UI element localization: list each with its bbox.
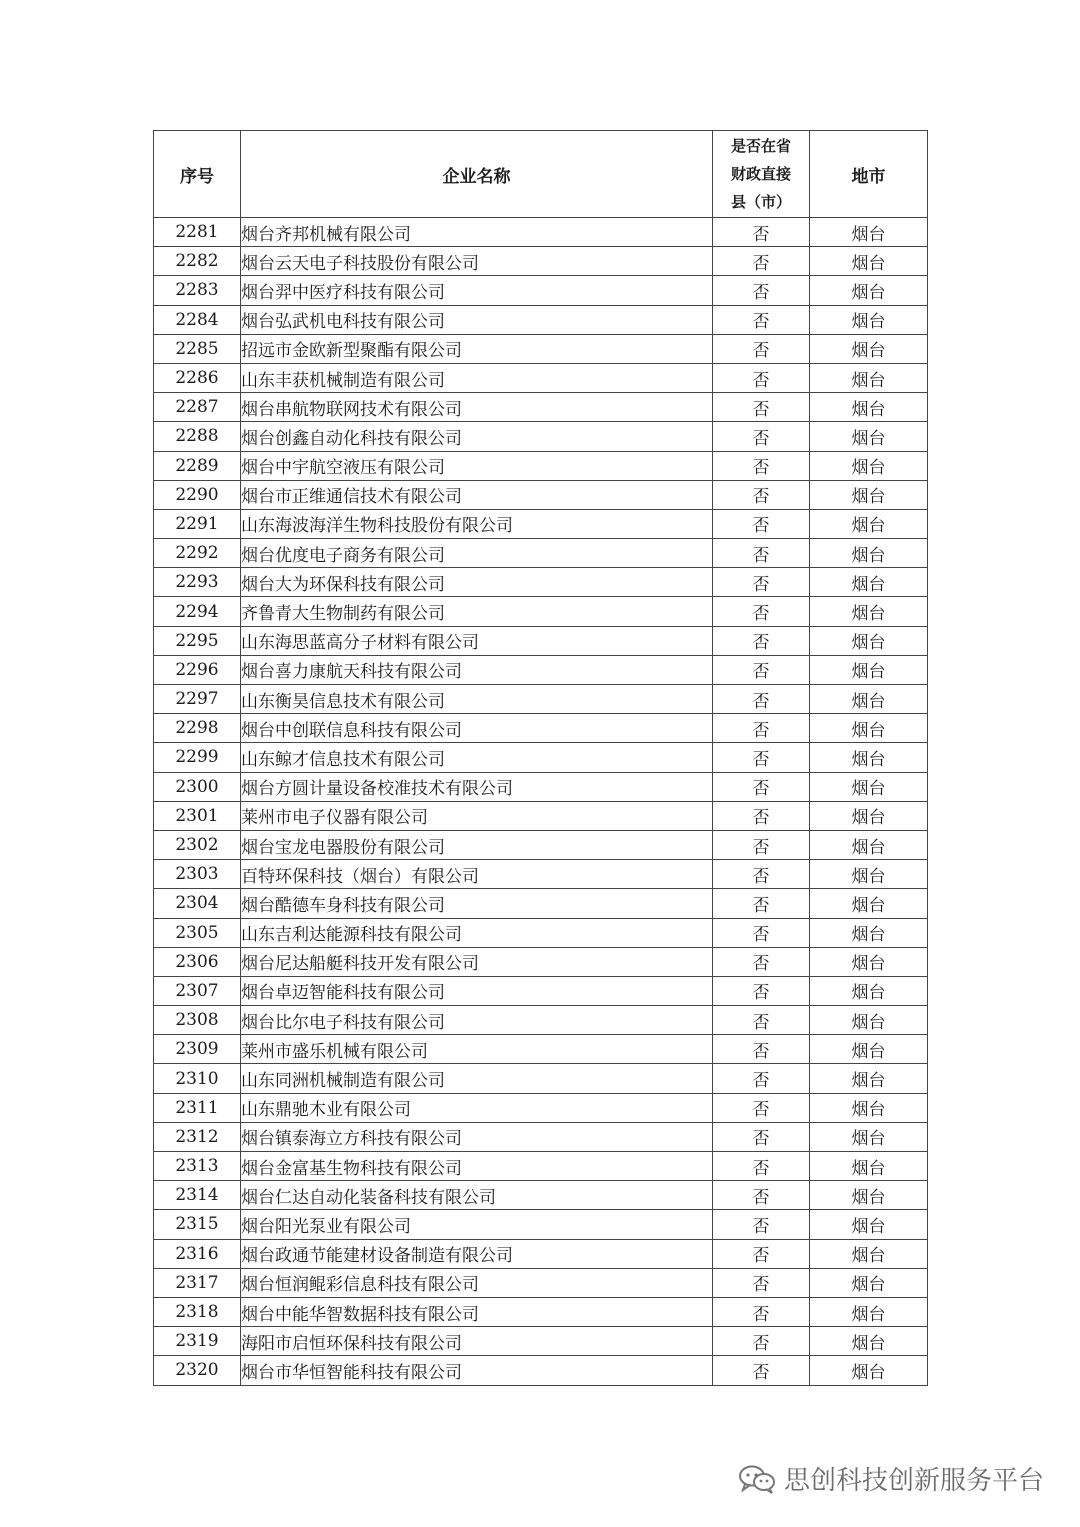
table-row bbox=[154, 1210, 928, 1239]
cell-enterprise-name: 烟台中创联信息科技有限公司 bbox=[241, 714, 713, 743]
cell-index: 2303 bbox=[154, 860, 241, 889]
cell-city: 烟台 bbox=[810, 1356, 928, 1385]
cell-direct-county-flag: 否 bbox=[713, 393, 810, 422]
cell-direct-county-flag: 否 bbox=[713, 1327, 810, 1356]
cell-enterprise-name: 烟台中能华智数据科技有限公司 bbox=[241, 1297, 713, 1326]
cell-enterprise-name: 烟台中宇航空液压有限公司 bbox=[241, 451, 713, 480]
cell-index: 2315 bbox=[154, 1210, 241, 1239]
watermark-text: 思创科技创新服务平台 bbox=[783, 1466, 1044, 1496]
cell-index: 2290 bbox=[154, 480, 241, 509]
cell-city: 烟台 bbox=[810, 655, 928, 684]
cell-city: 烟台 bbox=[810, 1181, 928, 1210]
cell-enterprise-name: 烟台卓迈智能科技有限公司 bbox=[241, 976, 713, 1005]
cell-direct-county-flag: 否 bbox=[713, 918, 810, 947]
cell-index: 2305 bbox=[154, 918, 241, 947]
table-row bbox=[154, 597, 928, 626]
cell-enterprise-name: 莱州市盛乐机械有限公司 bbox=[241, 1035, 713, 1064]
cell-index: 2292 bbox=[154, 539, 241, 568]
cell-direct-county-flag: 否 bbox=[713, 363, 810, 392]
table-row bbox=[154, 276, 928, 305]
cell-enterprise-name: 山东吉利达能源科技有限公司 bbox=[241, 918, 713, 947]
table-row bbox=[154, 509, 928, 538]
cell-direct-county-flag: 否 bbox=[713, 889, 810, 918]
cell-city: 烟台 bbox=[810, 568, 928, 597]
cell-index: 2299 bbox=[154, 743, 241, 772]
cell-index: 2317 bbox=[154, 1268, 241, 1297]
table-row bbox=[154, 1356, 928, 1385]
cell-index: 2313 bbox=[154, 1152, 241, 1181]
table-row bbox=[154, 918, 928, 947]
table-row bbox=[154, 685, 928, 714]
cell-city: 烟台 bbox=[810, 918, 928, 947]
cell-index: 2311 bbox=[154, 1093, 241, 1122]
cell-direct-county-flag: 否 bbox=[713, 1006, 810, 1035]
cell-direct-county-flag: 否 bbox=[713, 276, 810, 305]
table-row bbox=[154, 655, 928, 684]
table-row bbox=[154, 860, 928, 889]
enterprise-table bbox=[153, 130, 928, 1386]
table-row bbox=[154, 1297, 928, 1326]
cell-index: 2294 bbox=[154, 597, 241, 626]
cell-enterprise-name: 山东海思蓝高分子材料有限公司 bbox=[241, 626, 713, 655]
cell-direct-county-flag: 否 bbox=[713, 1210, 810, 1239]
cell-enterprise-name: 烟台恒润鲲彩信息科技有限公司 bbox=[241, 1268, 713, 1297]
cell-enterprise-name: 山东鼎驰木业有限公司 bbox=[241, 1093, 713, 1122]
cell-city: 烟台 bbox=[810, 480, 928, 509]
cell-enterprise-name: 烟台酷德车身科技有限公司 bbox=[241, 889, 713, 918]
table-row bbox=[154, 1006, 928, 1035]
cell-index: 2281 bbox=[154, 218, 241, 247]
cell-enterprise-name: 烟台仁达自动化装备科技有限公司 bbox=[241, 1181, 713, 1210]
cell-enterprise-name: 烟台金富基生物科技有限公司 bbox=[241, 1152, 713, 1181]
table-row bbox=[154, 1035, 928, 1064]
cell-index: 2312 bbox=[154, 1122, 241, 1151]
cell-direct-county-flag: 否 bbox=[713, 1181, 810, 1210]
cell-direct-county-flag: 否 bbox=[713, 218, 810, 247]
cell-direct-county-flag: 否 bbox=[713, 1035, 810, 1064]
cell-city: 烟台 bbox=[810, 889, 928, 918]
cell-direct-county-flag: 否 bbox=[713, 830, 810, 859]
cell-city: 烟台 bbox=[810, 334, 928, 363]
cell-direct-county-flag: 否 bbox=[713, 714, 810, 743]
cell-city: 烟台 bbox=[810, 1006, 928, 1035]
cell-enterprise-name: 烟台云天电子科技股份有限公司 bbox=[241, 247, 713, 276]
table-row bbox=[154, 1268, 928, 1297]
table-row bbox=[154, 976, 928, 1005]
cell-city: 烟台 bbox=[810, 830, 928, 859]
cell-city: 烟台 bbox=[810, 801, 928, 830]
cell-enterprise-name: 山东同洲机械制造有限公司 bbox=[241, 1064, 713, 1093]
cell-index: 2302 bbox=[154, 830, 241, 859]
cell-direct-county-flag: 否 bbox=[713, 1152, 810, 1181]
cell-direct-county-flag: 否 bbox=[713, 1297, 810, 1326]
cell-index: 2293 bbox=[154, 568, 241, 597]
cell-direct-county-flag: 否 bbox=[713, 509, 810, 538]
cell-direct-county-flag: 否 bbox=[713, 801, 810, 830]
cell-city: 烟台 bbox=[810, 714, 928, 743]
cell-index: 2308 bbox=[154, 1006, 241, 1035]
header-flag-text: 是否在省财政直接县（市） bbox=[730, 137, 791, 211]
cell-direct-county-flag: 否 bbox=[713, 334, 810, 363]
cell-enterprise-name: 招远市金欧新型聚酯有限公司 bbox=[241, 334, 713, 363]
cell-direct-county-flag: 否 bbox=[713, 976, 810, 1005]
cell-city: 烟台 bbox=[810, 860, 928, 889]
cell-city: 烟台 bbox=[810, 509, 928, 538]
table-row bbox=[154, 305, 928, 334]
cell-city: 烟台 bbox=[810, 1093, 928, 1122]
cell-direct-county-flag: 否 bbox=[713, 568, 810, 597]
table-row bbox=[154, 451, 928, 480]
cell-index: 2319 bbox=[154, 1327, 241, 1356]
cell-index: 2295 bbox=[154, 626, 241, 655]
cell-direct-county-flag: 否 bbox=[713, 626, 810, 655]
cell-enterprise-name: 烟台方圆计量设备校准技术有限公司 bbox=[241, 772, 713, 801]
cell-city: 烟台 bbox=[810, 1268, 928, 1297]
table-row bbox=[154, 801, 928, 830]
cell-enterprise-name: 烟台羿中医疗科技有限公司 bbox=[241, 276, 713, 305]
cell-index: 2320 bbox=[154, 1356, 241, 1385]
cell-index: 2284 bbox=[154, 305, 241, 334]
cell-direct-county-flag: 否 bbox=[713, 422, 810, 451]
cell-direct-county-flag: 否 bbox=[713, 655, 810, 684]
cell-direct-county-flag: 否 bbox=[713, 772, 810, 801]
cell-index: 2316 bbox=[154, 1239, 241, 1268]
cell-index: 2282 bbox=[154, 247, 241, 276]
cell-direct-county-flag: 否 bbox=[713, 1239, 810, 1268]
cell-enterprise-name: 海阳市启恒环保科技有限公司 bbox=[241, 1327, 713, 1356]
table-row bbox=[154, 947, 928, 976]
table-row bbox=[154, 1093, 928, 1122]
cell-enterprise-name: 烟台创鑫自动化科技有限公司 bbox=[241, 422, 713, 451]
table-row bbox=[154, 830, 928, 859]
cell-index: 2286 bbox=[154, 363, 241, 392]
cell-index: 2307 bbox=[154, 976, 241, 1005]
cell-city: 烟台 bbox=[810, 276, 928, 305]
table-row bbox=[154, 480, 928, 509]
cell-index: 2301 bbox=[154, 801, 241, 830]
cell-city: 烟台 bbox=[810, 422, 928, 451]
table-row bbox=[154, 1152, 928, 1181]
cell-direct-county-flag: 否 bbox=[713, 597, 810, 626]
cell-city: 烟台 bbox=[810, 247, 928, 276]
cell-enterprise-name: 烟台优度电子商务有限公司 bbox=[241, 539, 713, 568]
cell-direct-county-flag: 否 bbox=[713, 947, 810, 976]
cell-city: 烟台 bbox=[810, 451, 928, 480]
watermark bbox=[738, 1460, 1044, 1497]
cell-city: 烟台 bbox=[810, 1152, 928, 1181]
wechat-icon bbox=[738, 1464, 776, 1494]
table-row bbox=[154, 218, 928, 247]
cell-index: 2300 bbox=[154, 772, 241, 801]
cell-direct-county-flag: 否 bbox=[713, 539, 810, 568]
cell-enterprise-name: 烟台市正维通信技术有限公司 bbox=[241, 480, 713, 509]
cell-city: 烟台 bbox=[810, 976, 928, 1005]
cell-enterprise-name: 烟台阳光泵业有限公司 bbox=[241, 1210, 713, 1239]
cell-index: 2296 bbox=[154, 655, 241, 684]
cell-enterprise-name: 烟台宝龙电器股份有限公司 bbox=[241, 830, 713, 859]
cell-enterprise-name: 烟台弘武机电科技有限公司 bbox=[241, 305, 713, 334]
cell-enterprise-name: 烟台尼达船艇科技开发有限公司 bbox=[241, 947, 713, 976]
cell-city: 烟台 bbox=[810, 597, 928, 626]
cell-enterprise-name: 莱州市电子仪器有限公司 bbox=[241, 801, 713, 830]
cell-city: 烟台 bbox=[810, 1210, 928, 1239]
cell-enterprise-name: 山东鲸才信息技术有限公司 bbox=[241, 743, 713, 772]
cell-enterprise-name: 烟台大为环保科技有限公司 bbox=[241, 568, 713, 597]
cell-direct-county-flag: 否 bbox=[713, 1268, 810, 1297]
cell-index: 2289 bbox=[154, 451, 241, 480]
cell-city: 烟台 bbox=[810, 685, 928, 714]
header-city: 地市 bbox=[810, 131, 928, 218]
table-row bbox=[154, 334, 928, 363]
cell-enterprise-name: 烟台齐邦机械有限公司 bbox=[241, 218, 713, 247]
cell-direct-county-flag: 否 bbox=[713, 685, 810, 714]
cell-city: 烟台 bbox=[810, 363, 928, 392]
table-row bbox=[154, 1327, 928, 1356]
cell-enterprise-name: 山东衡昊信息技术有限公司 bbox=[241, 685, 713, 714]
cell-direct-county-flag: 否 bbox=[713, 1093, 810, 1122]
cell-direct-county-flag: 否 bbox=[713, 1122, 810, 1151]
cell-enterprise-name: 烟台串航物联网技术有限公司 bbox=[241, 393, 713, 422]
cell-index: 2285 bbox=[154, 334, 241, 363]
header-name: 企业名称 bbox=[241, 131, 713, 218]
table-row bbox=[154, 1239, 928, 1268]
cell-enterprise-name: 齐鲁青大生物制药有限公司 bbox=[241, 597, 713, 626]
cell-direct-county-flag: 否 bbox=[713, 480, 810, 509]
cell-index: 2297 bbox=[154, 685, 241, 714]
table-row bbox=[154, 393, 928, 422]
table-row bbox=[154, 714, 928, 743]
cell-direct-county-flag: 否 bbox=[713, 1064, 810, 1093]
cell-enterprise-name: 山东海波海洋生物科技股份有限公司 bbox=[241, 509, 713, 538]
cell-city: 烟台 bbox=[810, 1297, 928, 1326]
cell-index: 2287 bbox=[154, 393, 241, 422]
cell-direct-county-flag: 否 bbox=[713, 247, 810, 276]
cell-city: 烟台 bbox=[810, 1035, 928, 1064]
cell-city: 烟台 bbox=[810, 1064, 928, 1093]
table-row bbox=[154, 422, 928, 451]
cell-city: 烟台 bbox=[810, 743, 928, 772]
table-row bbox=[154, 772, 928, 801]
table-row bbox=[154, 1064, 928, 1093]
cell-index: 2304 bbox=[154, 889, 241, 918]
cell-enterprise-name: 百特环保科技（烟台）有限公司 bbox=[241, 860, 713, 889]
table-header bbox=[154, 131, 928, 218]
cell-city: 烟台 bbox=[810, 1122, 928, 1151]
cell-enterprise-name: 烟台比尔电子科技有限公司 bbox=[241, 1006, 713, 1035]
cell-city: 烟台 bbox=[810, 947, 928, 976]
cell-enterprise-name: 烟台政通节能建材设备制造有限公司 bbox=[241, 1239, 713, 1268]
table-row bbox=[154, 539, 928, 568]
table-body bbox=[154, 218, 928, 1386]
table-row bbox=[154, 568, 928, 597]
cell-direct-county-flag: 否 bbox=[713, 451, 810, 480]
cell-index: 2288 bbox=[154, 422, 241, 451]
cell-direct-county-flag: 否 bbox=[713, 1356, 810, 1385]
cell-city: 烟台 bbox=[810, 626, 928, 655]
table-row bbox=[154, 363, 928, 392]
cell-city: 烟台 bbox=[810, 1327, 928, 1356]
cell-enterprise-name: 烟台喜力康航天科技有限公司 bbox=[241, 655, 713, 684]
cell-city: 烟台 bbox=[810, 305, 928, 334]
cell-index: 2310 bbox=[154, 1064, 241, 1093]
cell-index: 2306 bbox=[154, 947, 241, 976]
cell-index: 2318 bbox=[154, 1297, 241, 1326]
cell-city: 烟台 bbox=[810, 218, 928, 247]
cell-city: 烟台 bbox=[810, 772, 928, 801]
cell-index: 2314 bbox=[154, 1181, 241, 1210]
cell-city: 烟台 bbox=[810, 539, 928, 568]
cell-index: 2291 bbox=[154, 509, 241, 538]
cell-enterprise-name: 烟台市华恒智能科技有限公司 bbox=[241, 1356, 713, 1385]
header-flag bbox=[713, 131, 810, 218]
cell-enterprise-name: 烟台镇泰海立方科技有限公司 bbox=[241, 1122, 713, 1151]
table-row bbox=[154, 1181, 928, 1210]
cell-city: 烟台 bbox=[810, 393, 928, 422]
cell-index: 2309 bbox=[154, 1035, 241, 1064]
cell-index: 2298 bbox=[154, 714, 241, 743]
table-row bbox=[154, 743, 928, 772]
table-row bbox=[154, 1122, 928, 1151]
cell-index: 2283 bbox=[154, 276, 241, 305]
table-row bbox=[154, 247, 928, 276]
cell-enterprise-name: 山东丰获机械制造有限公司 bbox=[241, 363, 713, 392]
table-row bbox=[154, 889, 928, 918]
table-row bbox=[154, 626, 928, 655]
cell-direct-county-flag: 否 bbox=[713, 305, 810, 334]
cell-direct-county-flag: 否 bbox=[713, 743, 810, 772]
cell-city: 烟台 bbox=[810, 1239, 928, 1268]
cell-direct-county-flag: 否 bbox=[713, 860, 810, 889]
header-index: 序号 bbox=[154, 131, 241, 218]
